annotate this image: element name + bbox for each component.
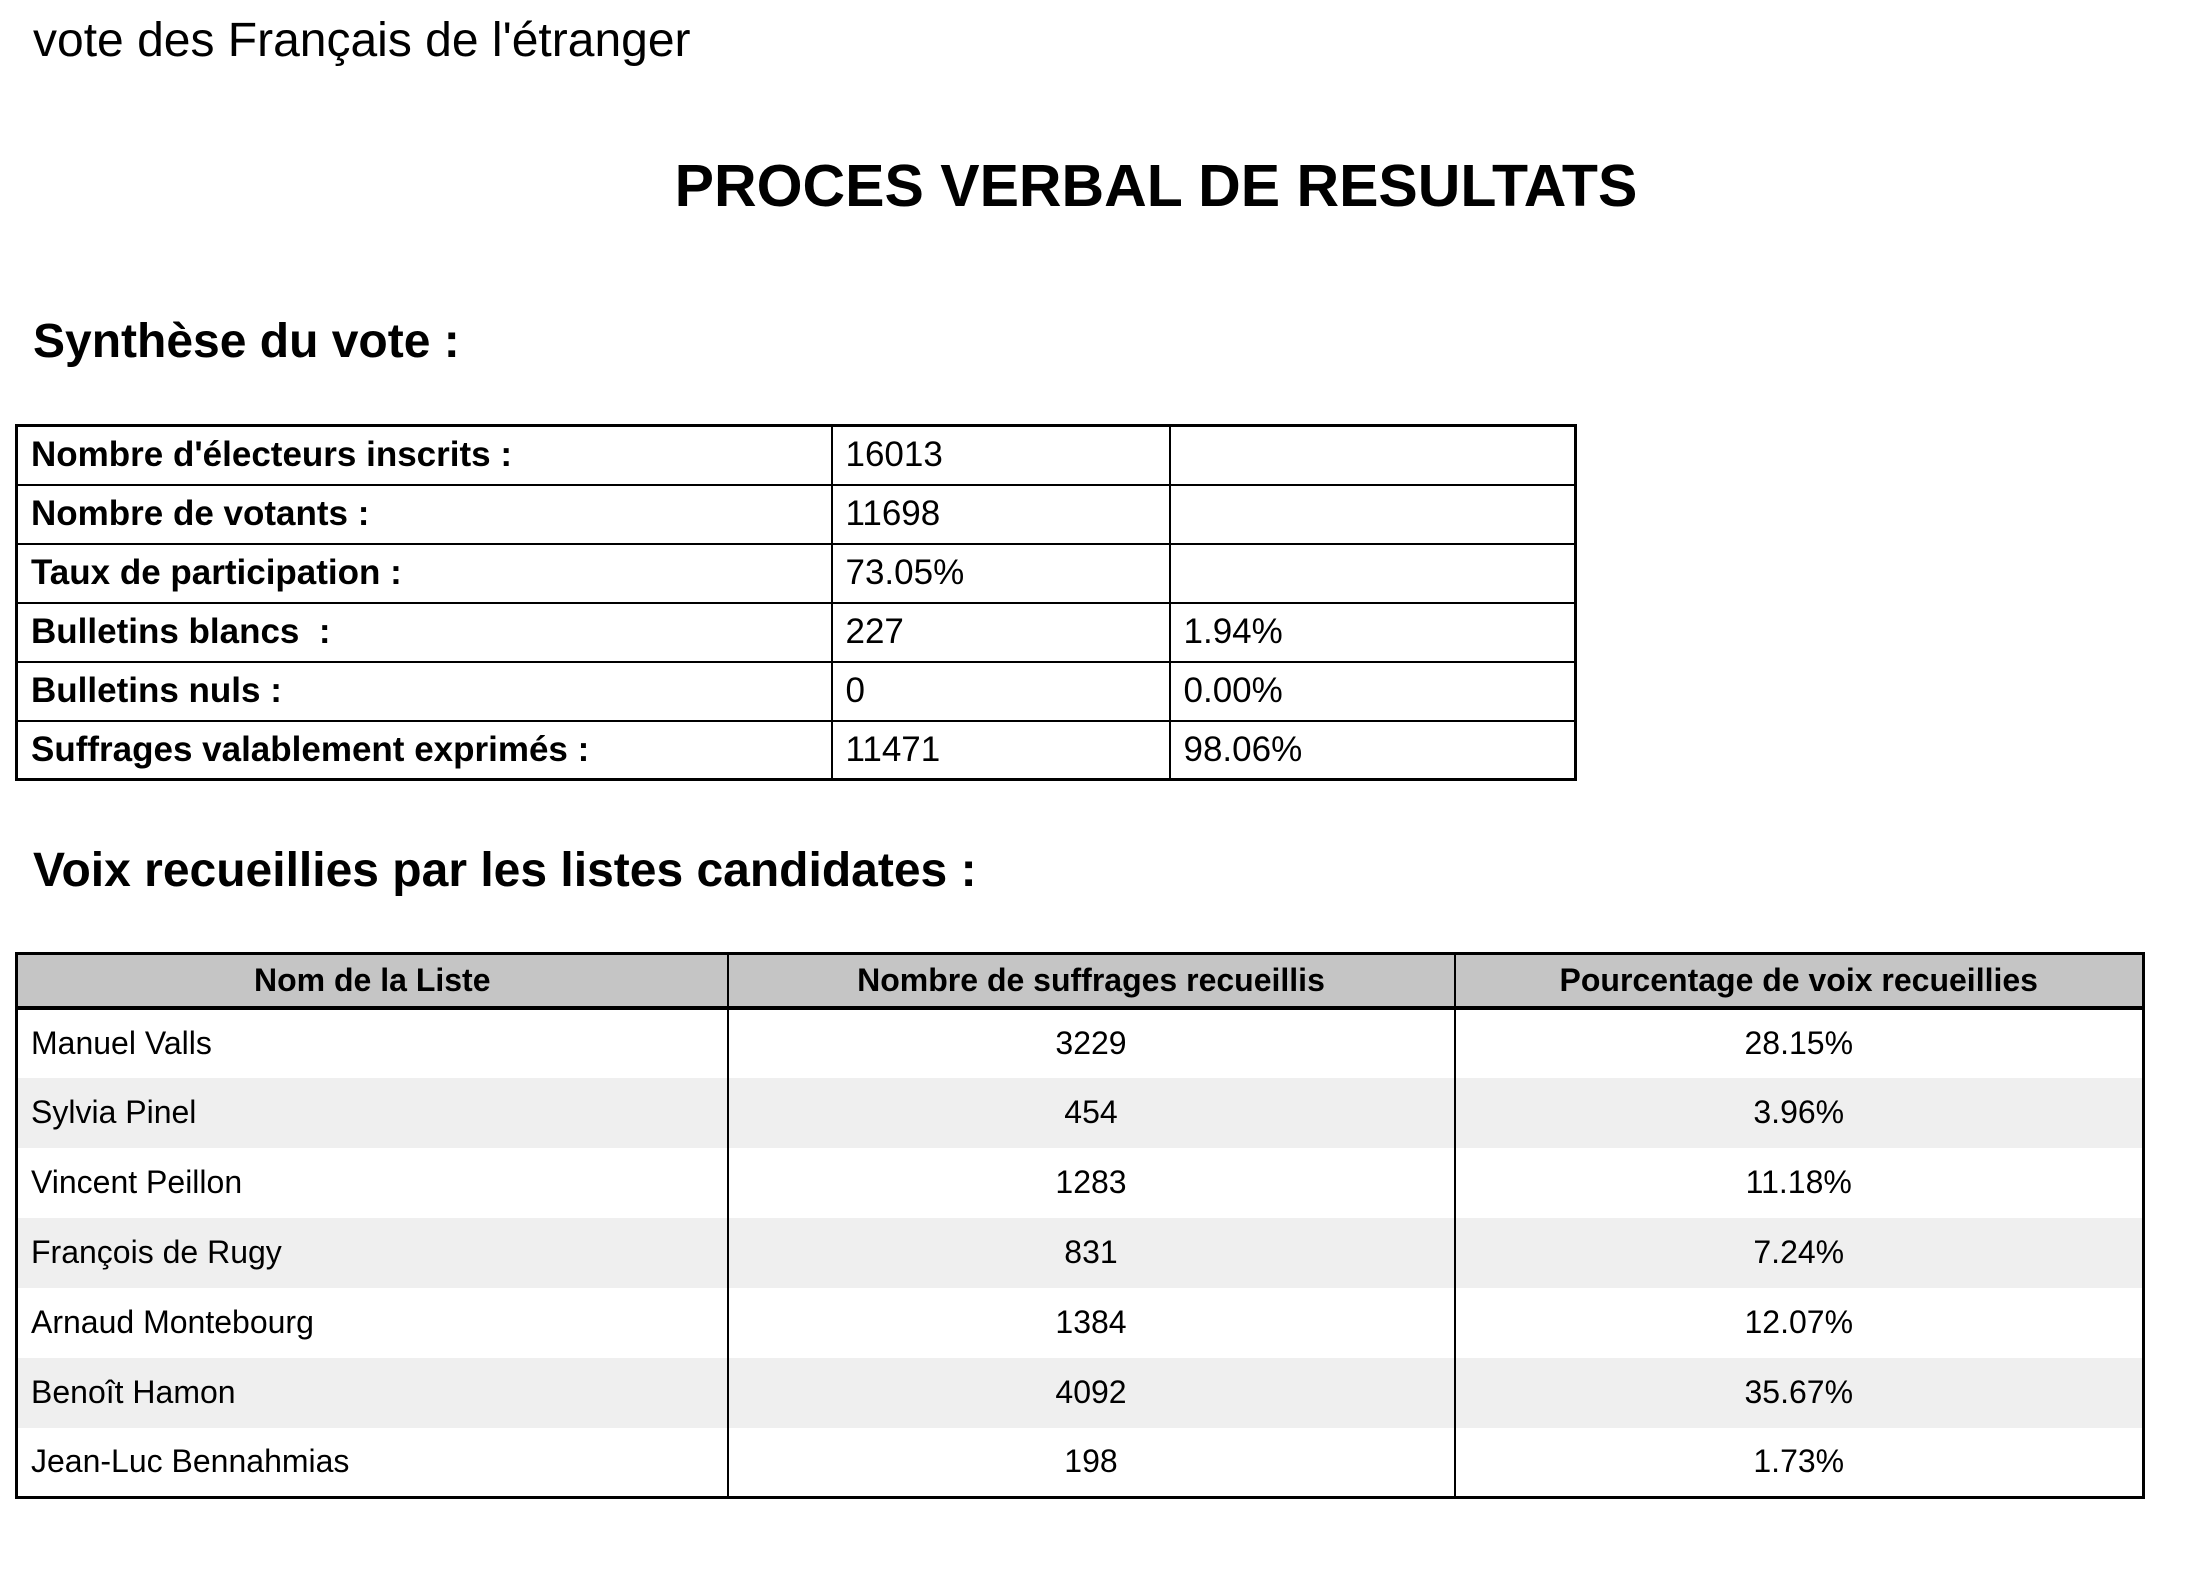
table-row [17, 1148, 2144, 1218]
candidate-name-cell: Sylvia Pinel [17, 1078, 728, 1148]
percentage-cell: 28.15% [1455, 1008, 2144, 1078]
results-heading: Voix recueillies par les listes candidates : [33, 844, 977, 897]
synthese-pct-cell: 98.06% [1170, 721, 1576, 780]
results-col-header-votes: Nombre de suffrages recueillis [728, 954, 1455, 1008]
votes-cell: 4092 [728, 1358, 1455, 1428]
synthese-pct-cell: 1.94% [1170, 603, 1576, 662]
synthese-table [15, 424, 1577, 781]
table-row [17, 603, 1576, 662]
synthese-pct-cell [1170, 485, 1576, 544]
percentage-cell: 1.73% [1455, 1428, 2144, 1498]
candidate-name-cell: Vincent Peillon [17, 1148, 728, 1218]
synthese-value-cell: 11471 [832, 721, 1170, 780]
synthese-value-cell: 227 [832, 603, 1170, 662]
percentage-cell: 35.67% [1455, 1358, 2144, 1428]
results-table [15, 952, 2145, 1499]
synthese-label-cell: Nombre d'électeurs inscrits : [17, 426, 832, 485]
document-header-line: vote des Français de l'étranger [33, 14, 691, 67]
synthese-label-cell: Nombre de votants : [17, 485, 832, 544]
candidate-name-cell: Jean-Luc Bennahmias [17, 1428, 728, 1498]
candidate-name-cell: François de Rugy [17, 1218, 728, 1288]
candidate-name-cell: Benoît Hamon [17, 1358, 728, 1428]
synthese-value-cell: 0 [832, 662, 1170, 721]
synthese-value-cell: 73.05% [832, 544, 1170, 603]
synthese-value-cell: 16013 [832, 426, 1170, 485]
synthese-label-cell: Bulletins nuls : [17, 662, 832, 721]
table-row [17, 485, 1576, 544]
table-row [17, 721, 1576, 780]
votes-cell: 831 [728, 1218, 1455, 1288]
results-header-row [17, 954, 2144, 1008]
table-row [17, 1428, 2144, 1498]
synthese-label-cell: Taux de participation : [17, 544, 832, 603]
table-row [17, 426, 1576, 485]
synthese-label-cell: Suffrages valablement exprimés : [17, 721, 832, 780]
candidate-name-cell: Manuel Valls [17, 1008, 728, 1078]
percentage-cell: 12.07% [1455, 1288, 2144, 1358]
table-row [17, 1008, 2144, 1078]
table-row [17, 1358, 2144, 1428]
title-row [0, 152, 2212, 220]
table-row [17, 662, 1576, 721]
percentage-cell: 7.24% [1455, 1218, 2144, 1288]
results-col-header-pct: Pourcentage de voix recueillies [1455, 954, 2144, 1008]
table-row [17, 1218, 2144, 1288]
synthese-pct-cell: 0.00% [1170, 662, 1576, 721]
results-col-header-name: Nom de la Liste [17, 954, 728, 1008]
synthese-label-cell: Bulletins blancs : [17, 603, 832, 662]
synthese-pct-cell [1170, 544, 1576, 603]
table-row [17, 1078, 2144, 1148]
percentage-cell: 3.96% [1455, 1078, 2144, 1148]
page-title: PROCES VERBAL DE RESULTATS [674, 153, 1638, 219]
percentage-cell: 11.18% [1455, 1148, 2144, 1218]
table-row [17, 544, 1576, 603]
synthese-value-cell: 11698 [832, 485, 1170, 544]
candidate-name-cell: Arnaud Montebourg [17, 1288, 728, 1358]
votes-cell: 1283 [728, 1148, 1455, 1218]
synthese-pct-cell [1170, 426, 1576, 485]
votes-cell: 1384 [728, 1288, 1455, 1358]
synthese-heading: Synthèse du vote : [33, 315, 460, 368]
votes-cell: 3229 [728, 1008, 1455, 1078]
table-row [17, 1288, 2144, 1358]
votes-cell: 198 [728, 1428, 1455, 1498]
votes-cell: 454 [728, 1078, 1455, 1148]
